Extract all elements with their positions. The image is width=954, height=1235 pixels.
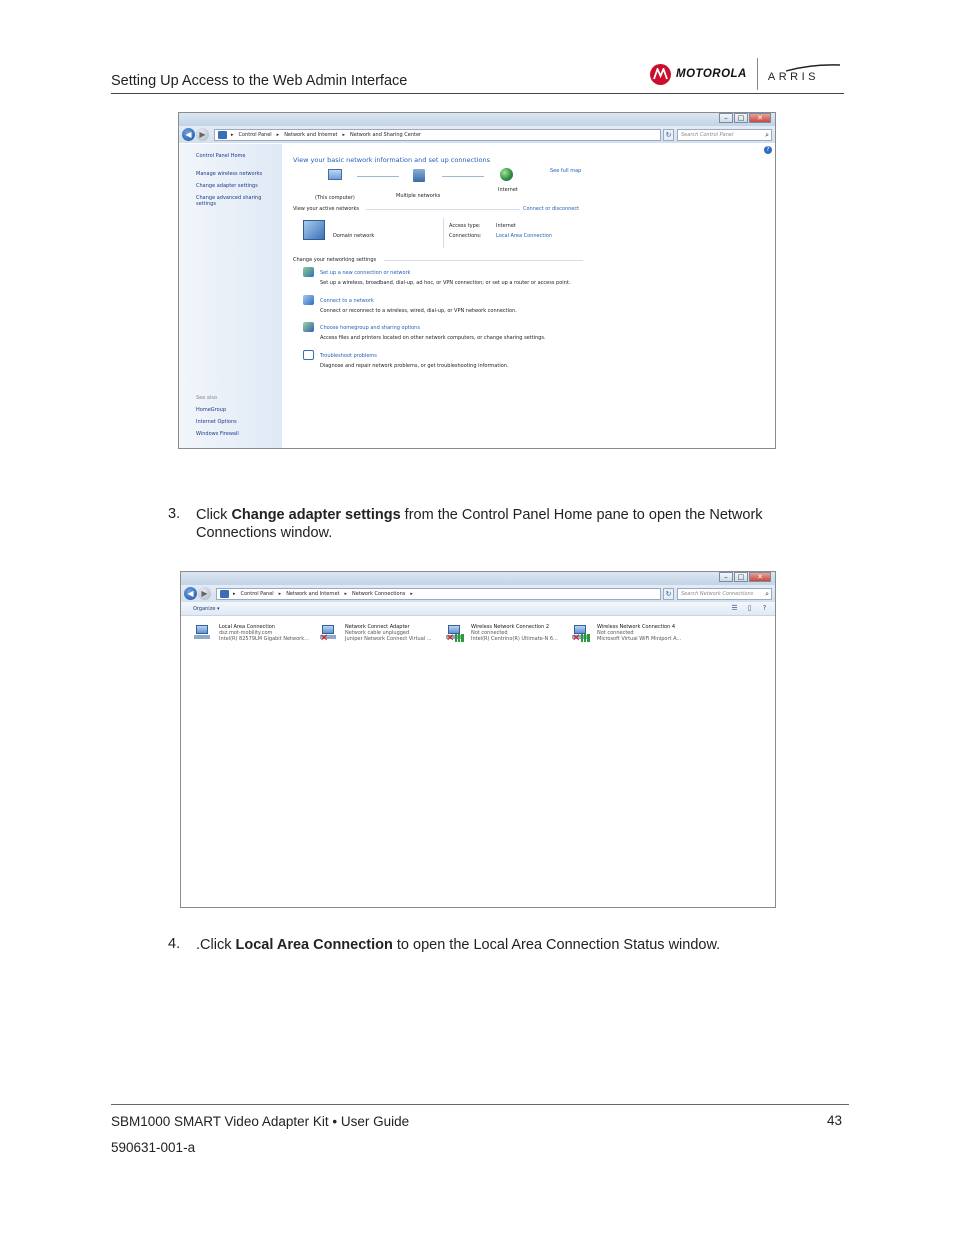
step-3-number: 3. [168,506,181,522]
minimize-button[interactable]: – [719,113,733,123]
left-pane [179,144,282,448]
network-adapter-icon [194,624,214,642]
homegroup-link[interactable]: HomeGroup [196,407,226,413]
connection-status: Not connected [597,630,634,636]
connection-name: Wireless Network Connection 2 [471,624,550,630]
doc-number: 590631-001-a [111,1140,196,1155]
breadcrumb-item[interactable]: Network and Internet [284,131,338,138]
step-3-text [196,506,816,542]
change-adapter-settings-link[interactable]: Change adapter settings [196,183,258,189]
logo-divider [757,58,758,90]
task-title[interactable]: Troubleshoot problems [320,353,377,359]
task-description: Connect or reconnect to a wireless, wired, dial-up, or VPN network connection. [320,308,517,314]
main-pane [282,144,775,448]
breadcrumb-item[interactable]: Network Connections [352,590,406,597]
network-line [442,176,484,177]
internet-options-link[interactable]: Internet Options [196,419,237,425]
step-3-post: from the Control Panel Home pane to open the Network [400,507,763,523]
change-advanced-sharing-link[interactable]: Change advanced sharing settings [196,195,262,207]
connection-item-local-area[interactable] [194,624,319,648]
breadcrumb-item[interactable]: Control Panel [238,131,272,138]
network-connections-screenshot [180,571,776,908]
page-heading: View your basic network information and set up connections [293,156,490,164]
brand-logos [650,58,819,90]
wireless-adapter-icon: ✕ [572,624,592,642]
connection-item-wireless-2[interactable] [446,624,571,648]
connection-status: Network cable unplugged [345,630,410,636]
network-line [357,176,399,177]
search-input[interactable] [677,588,772,600]
step-4-text [196,936,816,954]
minimize-button[interactable]: – [719,572,733,582]
address-bar [179,126,775,143]
footer-rule [111,1104,849,1105]
breadcrumb[interactable]: ▸ Control Panel ▸ Network and Internet ▸ Network Connections ▸ [216,588,661,600]
multiple-networks-label: Multiple networks [396,193,441,199]
divider [443,218,444,248]
maximize-button[interactable]: □ [734,572,748,582]
task-title[interactable]: Connect to a network [320,298,374,304]
internet-globe-icon [500,168,513,181]
task-description: Set up a wireless, broadband, dial-up, ad hoc, or VPN connection; or set up a router or access point. [320,280,571,286]
refresh-icon[interactable]: ↻ [663,588,674,600]
motorola-logo-icon [650,64,671,85]
view-options-icon[interactable]: ☰ [731,604,738,612]
homegroup-icon [303,322,314,332]
help-icon[interactable]: ? [764,146,772,154]
task-title[interactable]: Set up a new connection or network [320,270,411,276]
arris-swoosh-icon [786,64,840,72]
connection-device: Intel(R) 82579LM Gigabit Network... [219,636,309,642]
connection-status: Not connected [471,630,508,636]
task-title[interactable]: Choose homegroup and sharing options [320,325,420,331]
windows-firewall-link[interactable]: Windows Firewall [196,431,239,437]
step-3-pre: Click [196,507,232,523]
step-4-pre: .Click [196,937,236,953]
task-description: Access files and printers located on other network computers, or change sharing settings. [320,335,546,341]
breadcrumb-item[interactable]: Control Panel [240,590,274,597]
search-icon[interactable]: ⌕ [765,130,769,139]
connection-device: Intel(R) Centrino(R) Ultimate-N 6... [471,636,558,642]
divider [366,209,520,210]
connection-name: Wireless Network Connection 4 [597,624,676,630]
step-4-post: to open the Local Area Connection Status window. [392,937,721,953]
wireless-adapter-icon: ✕ [446,624,466,642]
active-networks-heading: View your active networks [293,206,359,212]
this-computer-label: (This computer) [315,195,355,201]
see-also-label: See also [196,395,218,401]
step-3-bold: Change adapter settings [231,507,401,523]
title-bar [181,572,775,585]
close-button[interactable]: ✕ [749,572,771,582]
step-3-line2: Connections window. [196,525,333,541]
search-icon[interactable]: ⌕ [765,589,769,598]
computer-icon [328,169,342,180]
network-folder-icon [220,590,229,598]
close-button[interactable]: ✕ [749,113,771,123]
search-input[interactable] [677,129,772,141]
connection-name: Network Connect Adapter [345,624,410,630]
forward-button[interactable]: ▶ [196,128,209,141]
network-sharing-center-screenshot [178,112,776,449]
control-panel-home-link[interactable]: Control Panel Home [196,153,246,159]
title-bar [179,113,775,126]
breadcrumb-item[interactable]: Network and Sharing Center [350,131,422,138]
connection-item-network-connect[interactable] [320,624,445,648]
arris-wordmark: ARRIS [767,71,819,83]
maximize-button[interactable]: □ [734,113,748,123]
help-icon[interactable]: ? [762,604,767,612]
back-button[interactable]: ◀ [182,128,195,141]
breadcrumb[interactable]: ▸ Control Panel ▸ Network and Internet ▸ Network and Sharing Center [214,129,661,141]
footer-guide-title: SBM1000 SMART Video Adapter Kit • User Guide [111,1114,410,1129]
connection-device: Microsoft Virtual WiFi Miniport A... [597,636,682,642]
command-bar [181,602,775,616]
local-area-connection-link[interactable]: Local Area Connection [496,233,552,239]
header-rule [111,93,844,94]
internet-label: Internet [498,187,518,193]
motorola-wordmark: MOTOROLA [676,68,747,80]
change-settings-heading: Change your networking settings [293,257,377,263]
organize-menu[interactable]: Organize ▾ [193,605,220,612]
see-full-map-link[interactable]: See full map [550,168,582,174]
search-placeholder: Search Control Panel [681,131,734,138]
control-panel-icon [218,131,227,139]
arris-logo [768,65,819,83]
step-4-number: 4. [168,936,181,952]
access-type-label: Access type: [449,223,481,229]
address-bar [181,585,775,602]
preview-pane-icon[interactable]: ▯ [747,604,752,612]
back-button[interactable]: ◀ [184,587,197,600]
network-adapter-disconnected-icon: ✕ [320,624,340,642]
access-type-value: Internet [496,223,516,229]
connection-item-wireless-4[interactable] [572,624,697,648]
forward-button[interactable]: ▶ [198,587,211,600]
breadcrumb-item[interactable]: Network and Internet [286,590,340,597]
connections-label: Connections: [449,233,482,239]
page-header-title: Setting Up Access to the Web Admin Interface [111,73,408,89]
page-number: 43 [827,1113,843,1128]
refresh-icon[interactable]: ↻ [663,129,674,141]
connect-disconnect-link[interactable]: Connect or disconnect [523,206,580,212]
network-icon [413,169,425,182]
connection-status: dsz.mot-mobility.com [219,630,273,636]
step-4-bold: Local Area Connection [235,937,393,953]
divider [384,260,583,261]
task-description: Diagnose and repair network problems, or get troubleshooting information. [320,363,509,369]
connect-network-icon [303,295,314,305]
connection-name: Local Area Connection [219,624,275,630]
manage-wireless-link[interactable]: Manage wireless networks [196,171,263,177]
connection-device: Juniper Network Connect Virtual ... [345,636,432,642]
search-placeholder: Search Network Connections [681,590,754,597]
domain-network-icon [303,220,325,240]
troubleshoot-icon [303,350,314,360]
domain-network-label: Domain network [333,233,375,239]
new-connection-icon [303,267,314,277]
